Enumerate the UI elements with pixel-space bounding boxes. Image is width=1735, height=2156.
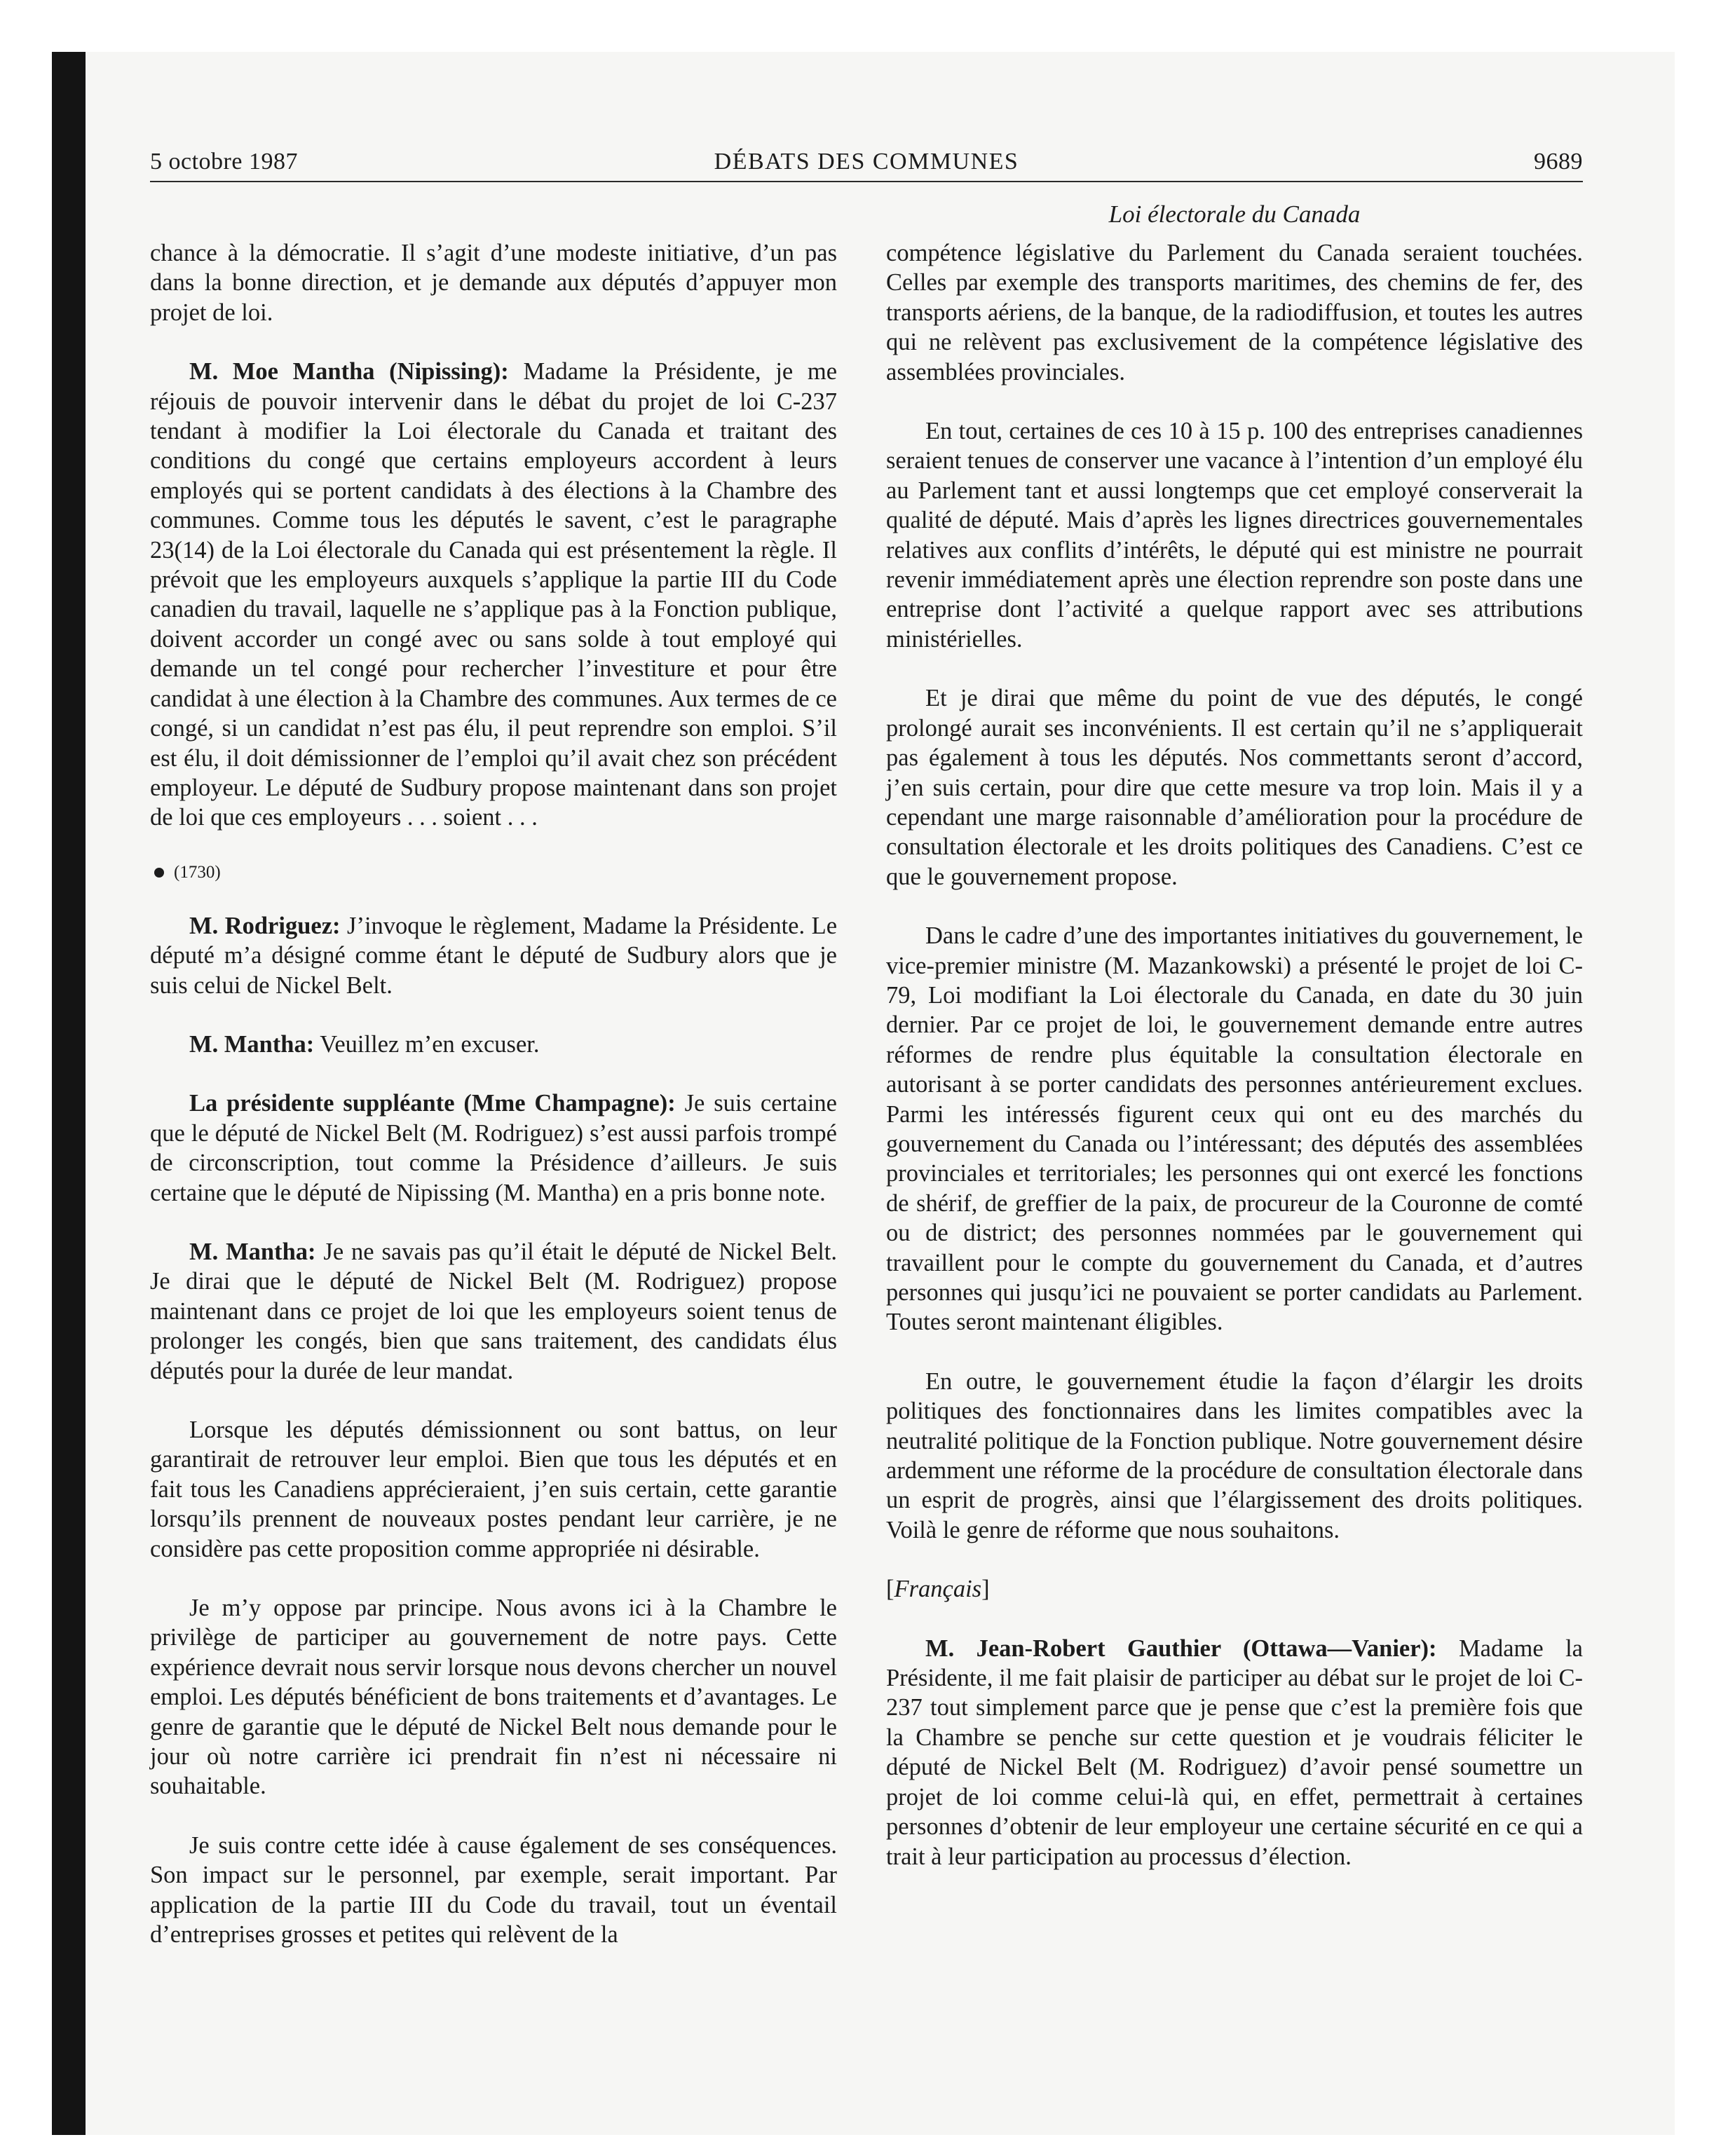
scan-binding-edge: [52, 52, 86, 2135]
paragraph: compétence législative du Parlement du Canada seraient touchées. Celles par exemple des transports maritimes, des chemins de fer, des transports aériens, de la banque, de la radiodiffusion, et toutes les autres qui ne relèvent pas exclusivement de la compétence législative des assemblées provinciales.: [886, 240, 1583, 386]
speech-text: Madame la Présidente, il me fait plaisir de participer au débat sur le projet de loi C-237 tout simplement parce que je pense que c’est la première fois que la Chambre se penche sur cette question et je voudrais féliciter le député de Nickel Belt (M. Rodriguez) d’avoir pensé soumettre un projet de loi comme celui-là qui, en effet, permettrait à certaines personnes d’obtenir de leur employeur une certaine sécurité en ce qui a trait à leur participation au processus d’élection.: [886, 1635, 1583, 1870]
left-column: [150, 238, 837, 1979]
paragraph: Dans le cadre d’une des importantes initiatives du gouvernement, le vice-premier ministre (M. Mazankowski) a présenté le projet de loi C-79, Loi modifiant la Loi électorale du Canada, en date du 30 juin dernier. Par ce projet de loi, le gouvernement demande entre autres réformes de rendre plus équitable la consultation électorale en autorisant à se porter candidats des personnes antérieurement exclues. Parmi les intéressés figurent ceux qui ont eu des marchés du gouvernement du Canada ou l’intéressant; des députés des assemblées provinciales et territoriales; les personnes qui ont exercé les fonctions de shérif, de greffier de la paix, de procureur de la Couronne de comté ou de district; des personnes nommées par le gouvernement qui travaillent pour le compte du gouvernement du Canada, et d’autres personnes qui jusqu’ici ne pouvaient se porter candidats au Parlement. Toutes seront maintenant éligibles.: [886, 922, 1583, 1336]
speech-text: Veuillez m’en excuser.: [320, 1030, 540, 1058]
speech-paragraph: [150, 357, 837, 833]
speaker-name: M. Mantha:: [189, 1238, 316, 1265]
language-label: Français: [894, 1576, 982, 1603]
paragraph: En outre, le gouvernement étudie la façon d’élargir les droits politiques des fonctionnaires dans les limites compatibles avec la neutralité politique de la Fonction publique. Notre gouvernement désire ardemment une réforme de la procédure de consultation électorale dans un esprit de progrès, ainsi que l’élargissement des droits politiques. Voilà le genre de réforme que nous souhaitons.: [886, 1367, 1583, 1543]
header-rule: [150, 181, 1583, 182]
paragraph: Et je dirai que même du point de vue des députés, le congé prolongé aurait ses inconvénients. Il est certain qu’il ne s’appliquerait pas également à tous les députés. Nos commettants seront d’accord, j’en suis certain, pour dire que cette mesure va trop loin. Mais il y a cependant une marge raisonnable d’amélioration pour la procédure de consultation électorale et les droits politiques des Canadiens. C’est ce que le gouvernement propose.: [886, 685, 1583, 890]
paragraph: Je m’y oppose par principe. Nous avons ici à la Chambre le privilège de participer au gouvernement de notre pays. Cette expérience devrait nous servir lorsque nous devons chercher un nouvel emploi. Les députés bénéficient de bons traitements et d’avantages. Le genre de garantie que le député de Nickel Belt nous demande pour le jour où notre carrière ici prendrait fin n’est ni nécessaire ni souhaitable.: [150, 1595, 837, 1800]
right-column: [886, 238, 1583, 1901]
speech-text: J’invoque le règlement, Madame la Présidente. Le député m’a désigné comme étant le député de Sudbury alors que je suis celui de Nickel Belt.: [150, 912, 838, 999]
speaker-name: La présidente suppléante (Mme Champagne):: [189, 1090, 676, 1117]
speech-paragraph: [150, 1237, 837, 1386]
language-marker: [Français]: [886, 1576, 990, 1603]
paragraph: chance à la démocratie. Il s’agit d’une modeste initiative, d’un pas dans la bonne direction, et je demande aux députés d’appuyer mon projet de loi.: [150, 240, 837, 326]
bullet-icon: [154, 868, 164, 878]
header-date: 5 octobre 1987: [150, 149, 298, 175]
speech-text: Je suis certaine que le député de Nickel Belt (M. Rodriguez) s’est aussi parfois trompé de circonscription, tout comme la Présidence d’ailleurs. Je suis certaine que le député de Nipissing (M. Mantha) en a pris bonne note.: [150, 1090, 837, 1206]
speaker-name: M. Mantha:: [189, 1030, 315, 1058]
paragraph: Lorsque les députés démissionnent ou sont battus, on leur garantirait de retrouver leur emploi. Bien que tous les députés et en fait tous les Canadiens apprécieraient, j’en suis certain, cette garantie lorsqu’ils prennent de nouveaux postes pendant leur carrière, je ne considère pas cette proposition comme appropriée ni désirable.: [150, 1417, 837, 1562]
speech-paragraph: [886, 1634, 1583, 1871]
speaker-name: M. Jean-Robert Gauthier (Ottawa—Vanier):: [925, 1635, 1437, 1662]
speech-paragraph: [150, 1089, 837, 1208]
paragraph: En tout, certaines de ces 10 à 15 p. 100 des entreprises canadiennes seraient tenues de conserver une vacance à l’intention d’un employé élu au Parlement tant et aussi longtemps que cet employé conserverait la qualité de député. Mais d’après les lignes directrices gouvernementales relatives aux conflits d’intérêts, le député qui est ministre ne pourrait revenir immédiatement après une élection reprendre son poste dans une entreprise dont l’activité a quelque rapport avec ses attributions ministérielles.: [886, 418, 1583, 653]
running-head: Loi électorale du Canada: [1108, 200, 1361, 228]
header-title: DÉBATS DES COMMUNES: [714, 149, 1019, 175]
speech-text: Je ne savais pas qu’il était le député de Nickel Belt. Je dirai que le député de Nickel Belt (M. Rodriguez) propose maintenant dans ce projet de loi que les employeurs soient tenus de prolonger les congés, bien que sans traitement, des candidats élus députés pour la durée de leur mandat.: [150, 1238, 837, 1384]
page-header: [150, 144, 1583, 185]
paragraph: Je suis contre cette idée à cause également de ses conséquences. Son impact sur le personnel, par exemple, serait important. Par application de la partie III du Code du travail, tout un éventail d’entreprises grosses et petites qui relèvent de la: [150, 1831, 837, 1949]
time-stamp: (1730): [174, 862, 221, 882]
speech-paragraph: [150, 911, 837, 1000]
time-marker: [150, 862, 837, 883]
page-number: 9689: [1534, 149, 1583, 175]
speaker-name: M. Rodriguez:: [189, 912, 341, 939]
speech-paragraph: [150, 1030, 837, 1059]
speaker-name: M. Moe Mantha (Nipissing):: [189, 358, 509, 386]
speech-text: Madame la Présidente, je me réjouis de pouvoir intervenir dans le débat du projet de loi C-237 tendant à modifier la Loi électorale du Canada et traitant des conditions du congé que certains employeurs accordent à leurs employés qui se portent candidats à des élections à la Chambre des communes. Comme tous les députés le savent, c’est le paragraphe 23(14) de la Loi électorale du Canada qui est présentement la règle. Il prévoit que les employeurs auxquels s’applique la partie III du Code canadien du travail, laquelle ne s’applique pas à la Fonction publique, doivent accorder un congé avec ou sans solde à tout employé qui demande un tel congé pour rechercher l’investiture et pour être candidat à une élection à la Chambre des communes. Aux termes de ce congé, si un candidat n’est pas élu, il peut reprendre son emploi. S’il est élu, il doit démissionner de l’emploi qu’il avait chez son précédent employeur. Le député de Sudbury propose maintenant dans son projet de loi que ces employeurs . . . soient . . .: [150, 358, 838, 831]
